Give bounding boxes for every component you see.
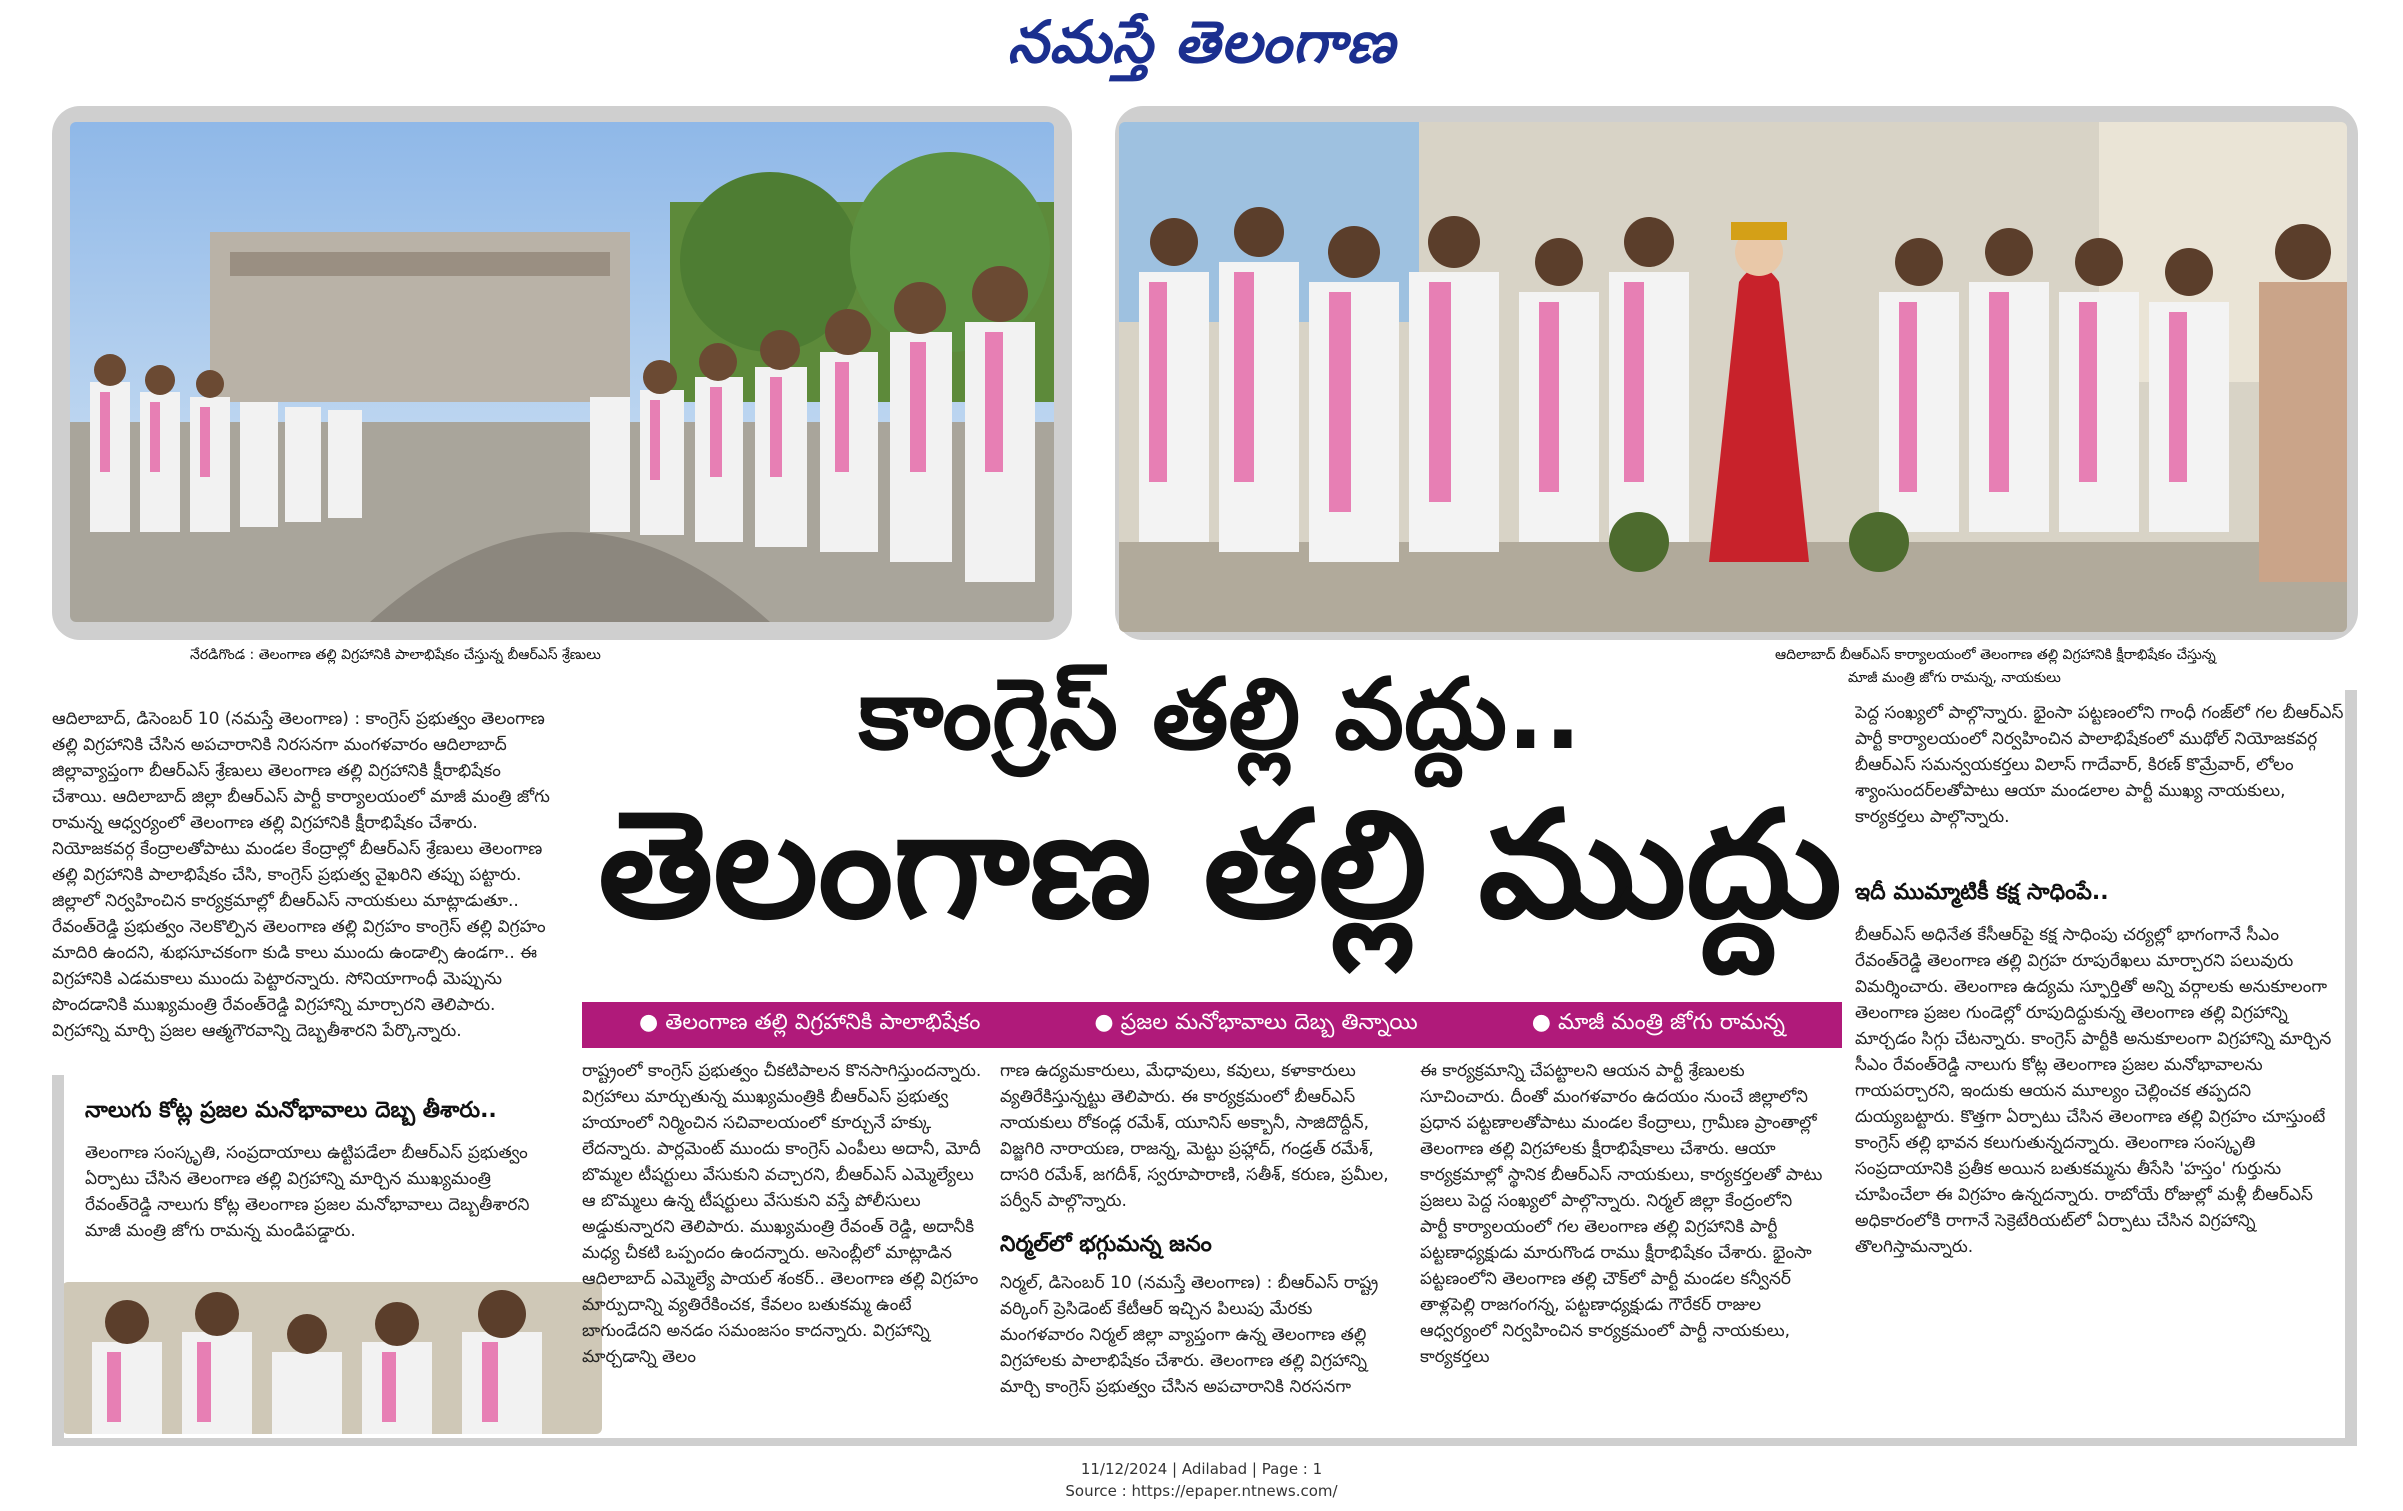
right-frame-edge	[2345, 690, 2357, 1445]
column-3-subhead: నిర్మల్‌లో భగ్గుమన్న జనం	[1000, 1232, 1212, 1257]
column-4	[1420, 1058, 1825, 1434]
column-2	[582, 1058, 982, 1434]
highlight-item: ● మాజీ మంత్రి జోగు రామన్న	[1531, 1010, 1785, 1035]
column-3-paragraph-2: నిర్మల్, డిసెంబర్ 10 (నమస్తే తెలంగాణ) : బీఆర్ఎస్ రాష్ట్ర వర్కింగ్ ప్రెసిడెంట్ కేటీఆర్ ఇచ్చిన పిలుపు మేరకు మంగళవారం నిర్మల్ జిల్లా వ్యాప్తంగా ఉన్న తెలంగాణ తల్లి విగ్రహాలకు పాలాభిషేకం చేశారు. తెలంగాణ తల్లి విగ్రహాన్ని మార్చి కాంగ్రెస్ ప్రభుత్వం చేసిన అపచారానికి నిరసనగా	[1000, 1273, 1379, 1397]
column-3-bottom	[1000, 1270, 1400, 1434]
column-1-paragraph-1: ఆదిలాబాద్, డిసెంబర్ 10 (నమస్తే తెలంగాణ) : కాంగ్రెస్ ప్రభుత్వం తెలంగాణ తల్లి విగ్రహానికి చేసిన అపచారానికి నిరసనగా మంగళవారం ఆదిలాబాద్ జిల్లావ్యాప్తంగా బీఆర్ఎస్ శ్రేణులు తెలంగాణ తల్లి విగ్రహానికి క్షీరాభిషేకం చేశాయి. ఆదిలాబాద్ జిల్లా బీఆర్ఎస్ పార్టీ కార్యాలయంలో మాజీ మంత్రి జోగు రామన్న ఆధ్వర్యంలో తెలంగాణ తల్లి విగ్రహానికి క్షీరాభిషేకం చేశారు. నియోజకవర్గ కేంద్రాలతోపాటు మండల కేంద్రాల్లో బీఆర్ఎస్ శ్రేణులు తెలంగాణ తల్లి విగ్రహానికి పాలాభిషేకం చేసి, కాంగ్రెస్ ప్రభుత్వ వైఖరిని తప్పు పట్టారు. జిల్లాలో నిర్వహించిన కార్యక్రమాల్లో బీఆర్ఎస్ నాయకులు మాట్లాడుతూ.. రేవంత్‌రెడ్డి ప్రభుత్వం నెలకొల్పిన తెలంగాణ తల్లి విగ్రహం కాంగ్రెస్ తల్లి విగ్రహం మాదిరి ఉందని, శుభసూచకంగా కుడి కాలు ముందు ఉండాల్సి ఉండగా.. ఈ విగ్రహానికి ఎడమకాలు ముందు పెట్టారన్నారు. సోనియాగాంధీ మెప్పును పొందడానికి ముఖ్యమంత్రి రేవంత్‌రెడ్డి విగ్రహాన్ని మార్చారని తెలిపారు. విగ్రహాన్ని మార్చి ప్రజల ఆత్మగౌరవాన్ని దెబ్బతీశారని పేర్కొన్నారు.	[52, 709, 550, 1041]
highlight-text: మాజీ మంత్రి జోగు రామన్న	[1557, 1010, 1785, 1035]
left-frame-edge	[52, 1075, 64, 1445]
inset-photo	[62, 1282, 602, 1434]
left-photo	[70, 122, 1054, 622]
bottom-frame-edge	[52, 1438, 2357, 1446]
column-5-top	[1855, 700, 2345, 872]
left-photo-caption: నేరడిగొండ : తెలంగాణ తల్లి విగ్రహానికి పాలాభిషేకం చేస్తున్న బీఆర్ఎస్ శ్రేణులు	[190, 647, 601, 663]
column-3-paragraph-1: గాణ ఉద్యమకారులు, మేధావులు, కవులు, కళాకారులు వ్యతిరేకిస్తున్నట్టు తెలిపారు. ఈ కార్యక్రమంలో బీఆర్ఎస్ నాయకులు రోకండ్ల రమేశ్, యూనిస్ అక్బానీ, సాజిదొద్దీన్, విజ్జగిరి నారాయణ, రాజన్న, మెట్టు ప్రహ్లాద్, గండ్రత్ రమేశ్, దాసరి రమేశ్, జగదీశ్, స్వరూపారాణి, సతీశ్, కరుణ, ప్రమీల, పర్వీన్ పాల్గొన్నారు.	[1000, 1061, 1389, 1211]
headline-line1: కాంగ్రెస్ తల్లి వద్దు..	[858, 658, 1582, 772]
column-1-paragraph-2: తెలంగాణ సంస్కృతి, సంప్రదాయాలు ఉట్టిపడేలా బీఆర్ఎస్ ప్రభుత్వం ఏర్పాటు చేసిన తెలంగాణ తల్లి విగ్రహాన్ని మార్చిన ముఖ్యమంత్రి రేవంత్‌రెడ్డి నాలుగు కోట్ల తెలంగాణ ప్రజల మనోభావాలు దెబ్బతీశారని మాజీ మంత్రి జోగు రామన్న మండిపడ్డారు.	[85, 1143, 530, 1241]
highlight-item: ● ప్రజల మనోభావాలు దెబ్బ తిన్నాయి	[1094, 1010, 1418, 1035]
column-5-paragraph-2: బీఆర్ఎస్ అధినేత కేసీఆర్‌పై కక్ష సాధింపు చర్యల్లో భాగంగానే సీఎం రేవంత్‌రెడ్డి తెలంగాణ తల్లి విగ్రహ రూపురేఖలు మార్చారని పలువురు విమర్శించారు. తెలంగాణ ఉద్యమ స్ఫూర్తితో అన్ని వర్గాలకు అనుకూలంగా తెలంగాణ ప్రజల గుండెల్లో రూపుదిద్దుకున్న తెలంగాణ తల్లి విగ్రహాన్ని మార్చడం సిగ్గు చేటన్నారు. కాంగ్రెస్ పార్టీకి అనుకూలంగా విగ్రహాన్ని మార్చిన సీఎం రేవంత్‌రెడ్డి నాలుగు కోట్ల తెలంగాణ ప్రజల మనోభావాలను గాయపర్చారని, ఇందుకు ఆయన మూల్యం చెల్లించక తప్పదని దుయ్యబట్టారు. కొత్తగా ఏర్పాటు చేసిన తెలంగాణ తల్లి విగ్రహం చూస్తుంటే కాంగ్రెస్ తల్లి భావన కలుగుతున్నదన్నారు. తెలంగాణ సంస్కృతి సంప్రదాయానికి ప్రతీక అయిన బతుకమ్మను తీసేసి 'హస్తం' గుర్తును చూపించేలా ఈ విగ్రహం ఉన్నదన్నారు. రాబోయే రోజుల్లో మళ్లీ బీఆర్ఎస్ అధికారంలోకి రాగానే సెక్రెటేరియట్‌లో ఏర్పాటు చేసిన విగ్రహాన్ని తొలగిస్తామన్నారు.	[1855, 925, 2332, 1257]
highlight-text: ప్రజల మనోభావాలు దెబ్బ తిన్నాయి	[1120, 1010, 1418, 1035]
masthead: నమస్తే తెలంగాణ	[1007, 8, 1396, 76]
footer-date-line: 11/12/2024 | Adilabad | Page : 1	[1080, 1460, 1323, 1478]
column-5-paragraph-1: పెద్ద సంఖ్యలో పాల్గొన్నారు. భైంసా పట్టణంలోని గాంధీ గంజ్‌లో గల బీఆర్ఎస్ పార్టీ కార్యాలయంలో నిర్వహించిన పాలాభిషేకంలో ముథోల్ నియోజకవర్గ బీఆర్ఎస్ సమన్వయకర్తలు విలాస్ గాదేవార్, కిరణ్ కొమ్రేవార్, లోలం శ్యాంసుందర్‌లతోపాటు ఆయా మండలాల పార్టీ ముఖ్య నాయకులు, కార్యకర్తలు పాల్గొన్నారు.	[1855, 703, 2344, 827]
column-5-subhead: ఇదీ ముమ్మాటికీ కక్ష సాధింపే..	[1855, 880, 2109, 905]
highlight-item: ● తెలంగాణ తల్లి విగ్రహానికి పాలాభిషేకం	[639, 1010, 981, 1035]
right-photo	[1119, 122, 2347, 632]
highlights-bar	[582, 1002, 1842, 1048]
right-photo-image	[1119, 122, 2347, 632]
headline-line2: తెలంగాణ తల్లి ముద్దు	[598, 779, 1842, 951]
column-3-top	[1000, 1058, 1400, 1224]
highlight-text: తెలంగాణ తల్లి విగ్రహానికి పాలాభిషేకం	[665, 1010, 981, 1035]
inset-photo-image	[62, 1282, 602, 1434]
column-1-para2-box	[85, 1140, 555, 1275]
column-1-subhead: నాలుగు కోట్ల ప్రజల మనోభావాలు దెబ్బ తీశారు..	[85, 1098, 497, 1123]
footer-source-line: Source : https://epaper.ntnews.com/	[1065, 1482, 1338, 1500]
left-photo-image	[70, 122, 1054, 622]
column-2-paragraph: రాష్ట్రంలో కాంగ్రెస్ ప్రభుత్వం చీకటిపాలన కొనసాగిస్తుందన్నారు. విగ్రహాలు మార్చుతున్న ముఖ్యమంత్రికి బీఆర్ఎస్ ప్రభుత్వ హయాంలో నిర్మించిన సచివాలయంలో కూర్చునే హక్కు లేదన్నారు. పార్లమెంట్ ముందు కాంగ్రెస్ ఎంపీలు అదానీ, మోదీ బొమ్మల టీషర్టులు వేసుకుని వచ్చారని, బీఆర్ఎస్ ఎమ్మెల్యేలు ఆ బొమ్మలు ఉన్న టీషర్టులు వేసుకుని వస్తే పోలీసులు అడ్డుకున్నారని తెలిపారు. ముఖ్యమంత్రి రేవంత్ రెడ్డి, అదానీకి మధ్య చీకటి ఒప్పందం ఉందన్నారు. అసెంబ్లీలో మాట్లాడిన ఆదిలాబాద్ ఎమ్మెల్యే పాయల్ శంకర్.. తెలంగాణ తల్లి విగ్రహం మార్పుదాన్ని వ్యతిరేకించక, కేవలం బతుకమ్మ ఉంటే బాగుండేదని అనడం సమంజసం కాదన్నారు. విగ్రహాన్ని మార్చడాన్ని తెలం	[582, 1061, 982, 1367]
column-1	[52, 706, 557, 1088]
right-photo-caption-line2: మాజీ మంత్రి జోగు రామన్న, నాయకులు	[1848, 670, 2061, 686]
column-4-paragraph: ఈ కార్యక్రమాన్ని చేపట్టాలని ఆయన పార్టీ శ్రేణులకు సూచించారు. దీంతో మంగళవారం ఉదయం నుంచే జిల్లాలోని ప్రధాన పట్టణాలతోపాటు మండల కేంద్రాలు, గ్రామీణ ప్రాంతాల్లో తెలంగాణ తల్లి విగ్రహాలకు క్షీరాభిషేకాలు చేశారు. ఆయా కార్యక్రమాల్లో స్థానిక బీఆర్ఎస్ నాయకులు, కార్యకర్తలతో పాటు ప్రజలు పెద్ద సంఖ్యలో పాల్గొన్నారు. నిర్మల్ జిల్లా కేంద్రంలోని పార్టీ కార్యాలయంలో గల తెలంగాణ తల్లి విగ్రహానికి పార్టీ పట్టణాధ్యక్షుడు మారుగొండ రాము క్షీరాభిషేకం చేశారు. భైంసా పట్టణంలోని తెలంగాణ తల్లి చౌక్‌లో పార్టీ మండల కన్వీనర్ తాళ్లపెల్లి రాజగంగన్న, పట్టణాధ్యక్షుడు గౌరేకర్ రాజుల ఆధ్వర్యంలో నిర్వహించిన కార్యక్రమంలో పార్టీ నాయకులు, కార్యకర్తలు	[1420, 1061, 1823, 1367]
right-photo-caption-line1: ఆదిలాబాద్ బీఆర్ఎస్ కార్యాలయంలో తెలంగాణ తల్లి విగ్రహానికి క్షీరాభిషేకం చేస్తున్న	[1775, 647, 2216, 663]
column-5-bottom	[1855, 922, 2345, 1434]
